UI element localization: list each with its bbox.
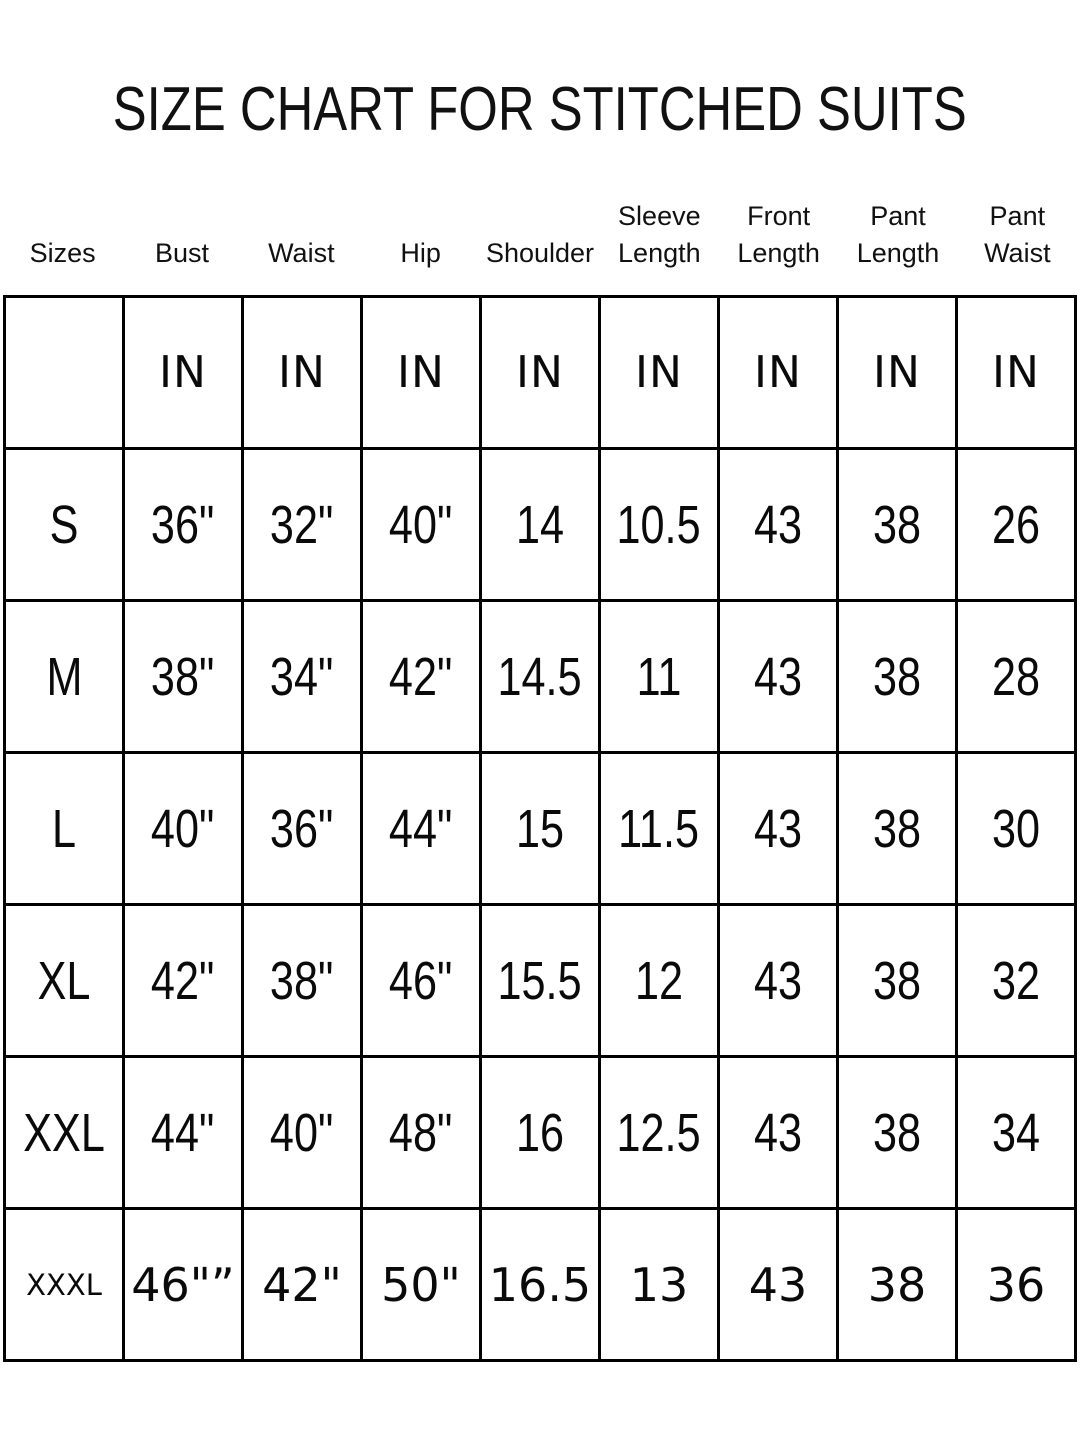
table-cell-bust — [124, 1209, 243, 1361]
table-cell-hip — [362, 905, 481, 1057]
cell-value: 43 — [753, 798, 803, 859]
size-label: XXL — [23, 1102, 105, 1163]
size-label-cell — [5, 449, 124, 601]
table-cell-front-length — [719, 449, 838, 601]
table-cell-pant-length — [838, 753, 957, 905]
column-headers — [0, 145, 1080, 291]
table-cell-front-length — [719, 753, 838, 905]
size-table — [3, 295, 1077, 1362]
column-header-front-length: Front Length — [737, 201, 820, 268]
table-cell-bust — [124, 601, 243, 753]
table-cell-waist — [243, 753, 362, 905]
unit-value: IN — [635, 347, 683, 398]
table-cell-pant-waist — [957, 601, 1076, 753]
cell-value: 38 — [872, 798, 922, 859]
unit-value: IN — [516, 347, 564, 398]
cell-value: 42" — [389, 646, 453, 707]
size-row-xl — [5, 905, 1076, 1057]
cell-value: 28 — [991, 646, 1041, 707]
table-cell-sleeve-length — [600, 1057, 719, 1209]
table-cell-bust — [124, 449, 243, 601]
table-cell-pant-length — [838, 905, 957, 1057]
cell-value: 10.5 — [616, 494, 702, 555]
size-label-cell — [5, 753, 124, 905]
table-cell-pant-length — [838, 601, 957, 753]
table-cell-bust — [124, 905, 243, 1057]
size-row-s — [5, 449, 1076, 601]
cell-value: 46"” — [131, 1257, 235, 1312]
table-cell-waist — [243, 1057, 362, 1209]
column-header-waist: Waist — [268, 237, 335, 268]
unit-cell — [243, 297, 362, 449]
cell-value: 16 — [515, 1102, 565, 1163]
cell-value: 38 — [872, 950, 922, 1011]
table-cell-shoulder — [481, 449, 600, 601]
unit-cell-empty — [5, 297, 124, 449]
cell-value: 32 — [991, 950, 1041, 1011]
column-header-sizes: Sizes — [29, 237, 96, 268]
unit-cell — [124, 297, 243, 449]
cell-value: 36 — [986, 1257, 1046, 1312]
size-label-cell — [5, 601, 124, 753]
table-cell-pant-length — [838, 1057, 957, 1209]
cell-value: 11 — [636, 646, 682, 707]
cell-value: 32" — [270, 494, 334, 555]
unit-value: IN — [397, 347, 445, 398]
size-row-m — [5, 601, 1076, 753]
cell-value: 38" — [151, 646, 215, 707]
unit-cell — [719, 297, 838, 449]
cell-value: 36" — [151, 494, 215, 555]
cell-value: 14.5 — [497, 646, 583, 707]
cell-value: 43 — [753, 494, 803, 555]
cell-value: 34 — [991, 1102, 1041, 1163]
cell-value: 26 — [991, 494, 1041, 555]
cell-value: 15.5 — [497, 950, 583, 1011]
size-label: XXXL — [26, 1267, 102, 1302]
size-row-xxl — [5, 1057, 1076, 1209]
cell-value: 11.5 — [618, 798, 700, 859]
table-cell-pant-waist — [957, 1057, 1076, 1209]
table-cell-shoulder — [481, 1209, 600, 1361]
cell-value: 43 — [753, 950, 803, 1011]
cell-value: 15 — [515, 798, 565, 859]
table-cell-shoulder — [481, 905, 600, 1057]
cell-value: 14 — [515, 494, 565, 555]
table-cell-front-length — [719, 1057, 838, 1209]
size-row-xxxl — [5, 1209, 1076, 1361]
cell-value: 48" — [389, 1102, 453, 1163]
cell-value: 40" — [151, 798, 215, 859]
table-cell-pant-waist — [957, 753, 1076, 905]
table-cell-hip — [362, 449, 481, 601]
cell-value: 38 — [872, 494, 922, 555]
table-cell-waist — [243, 601, 362, 753]
unit-value: IN — [159, 347, 207, 398]
table-cell-sleeve-length — [600, 449, 719, 601]
table-cell-bust — [124, 753, 243, 905]
table-cell-front-length — [719, 905, 838, 1057]
unit-cell — [957, 297, 1076, 449]
unit-cell — [362, 297, 481, 449]
cell-value: 12 — [634, 950, 684, 1011]
cell-value: 38" — [270, 950, 334, 1011]
table-cell-bust — [124, 1057, 243, 1209]
cell-value: 30 — [991, 798, 1041, 859]
cell-value: 12.5 — [616, 1102, 702, 1163]
size-label-cell — [5, 905, 124, 1057]
unit-cell — [600, 297, 719, 449]
column-header-shoulder: Shoulder — [485, 237, 595, 268]
cell-value: 38 — [872, 646, 922, 707]
unit-value: IN — [754, 347, 802, 398]
column-header-bust: Bust — [154, 237, 209, 268]
table-cell-pant-waist — [957, 1209, 1076, 1361]
page-title — [0, 0, 1080, 145]
cell-value: 40" — [270, 1102, 334, 1163]
size-label: XL — [37, 950, 91, 1011]
cell-value: 42" — [262, 1257, 342, 1312]
table-cell-pant-waist — [957, 905, 1076, 1057]
unit-value: IN — [278, 347, 326, 398]
column-header-pant-waist: Pant Waist — [984, 201, 1051, 268]
table-cell-waist — [243, 905, 362, 1057]
table-cell-shoulder — [481, 1057, 600, 1209]
table-cell-hip — [362, 1209, 481, 1361]
cell-value: 50" — [381, 1257, 461, 1312]
table-cell-shoulder — [481, 753, 600, 905]
cell-value: 16.5 — [488, 1257, 592, 1312]
cell-value: 43 — [748, 1257, 808, 1312]
cell-value: 44" — [151, 1102, 215, 1163]
table-cell-sleeve-length — [600, 905, 719, 1057]
cell-value: 43 — [753, 1102, 803, 1163]
page-title-text: SIZE CHART FOR STITCHED SUITS — [112, 75, 968, 144]
table-cell-front-length — [719, 601, 838, 753]
table-cell-waist — [243, 449, 362, 601]
table-cell-sleeve-length — [600, 753, 719, 905]
unit-value: IN — [873, 347, 921, 398]
table-cell-shoulder — [481, 601, 600, 753]
size-label-cell — [5, 1057, 124, 1209]
cell-value: 38 — [872, 1102, 922, 1163]
cell-value: 42" — [151, 950, 215, 1011]
table-cell-pant-length — [838, 1209, 957, 1361]
table-cell-sleeve-length — [600, 601, 719, 753]
table-cell-waist — [243, 1209, 362, 1361]
size-label-cell — [5, 1209, 124, 1361]
size-label: S — [49, 494, 79, 555]
table-cell-hip — [362, 1057, 481, 1209]
cell-value: 38 — [867, 1257, 927, 1312]
unit-cell — [481, 297, 600, 449]
cell-value: 46" — [389, 950, 453, 1011]
size-row-l — [5, 753, 1076, 905]
column-header-pant-length: Pant Length — [856, 201, 940, 268]
table-cell-front-length — [719, 1209, 838, 1361]
cell-value: 44" — [389, 798, 453, 859]
size-label: L — [51, 798, 77, 859]
unit-value: IN — [992, 347, 1040, 398]
column-header-hip: Hip — [400, 237, 441, 268]
cell-value: 36" — [270, 798, 334, 859]
unit-row — [5, 297, 1076, 449]
cell-value: 13 — [629, 1257, 689, 1312]
unit-cell — [838, 297, 957, 449]
table-cell-pant-waist — [957, 449, 1076, 601]
table-cell-sleeve-length — [600, 1209, 719, 1361]
table-cell-pant-length — [838, 449, 957, 601]
table-cell-hip — [362, 753, 481, 905]
column-header-sleeve-length: Sleeve Length — [618, 201, 701, 268]
size-label: M — [45, 646, 82, 707]
cell-value: 34" — [270, 646, 334, 707]
table-cell-hip — [362, 601, 481, 753]
cell-value: 40" — [389, 494, 453, 555]
cell-value: 43 — [753, 646, 803, 707]
